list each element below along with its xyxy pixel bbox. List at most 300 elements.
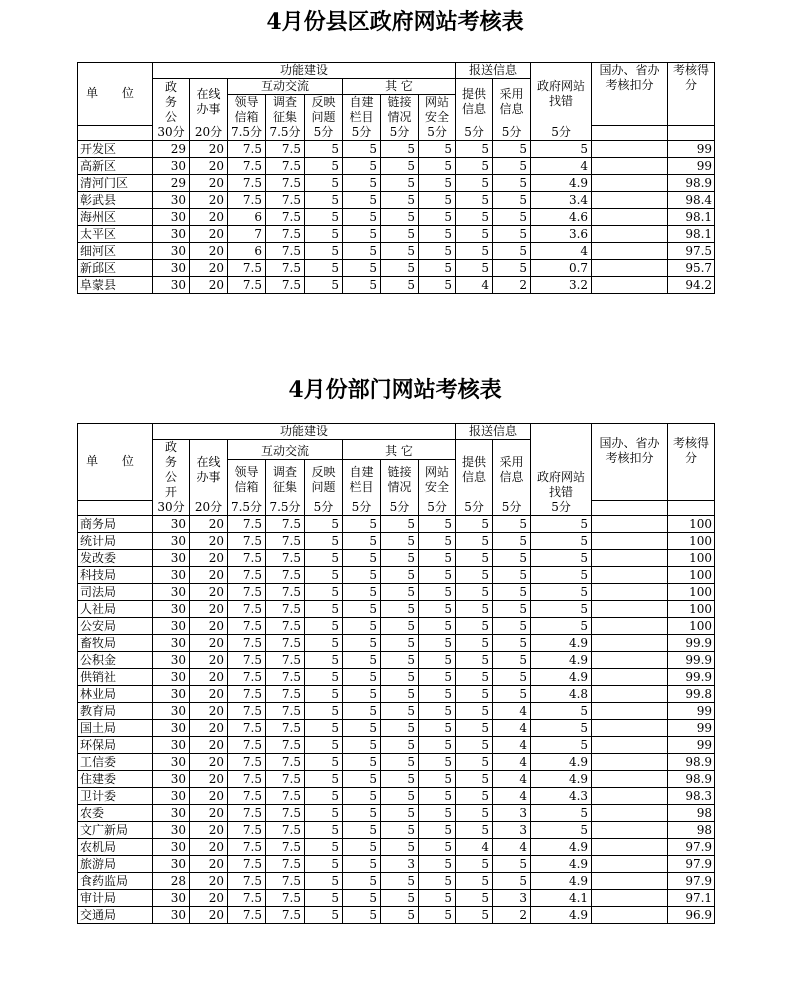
cell-ljqk: 5: [381, 669, 419, 686]
cell-ldxx: 7.5: [228, 141, 266, 158]
cell-tgxx: 5: [456, 584, 493, 601]
cell-zjlm: 5: [343, 601, 381, 618]
cell-gb: [592, 907, 668, 924]
county-table-title: 4月份县区政府网站考核表: [266, 9, 524, 35]
header-cyxx: 采用信息: [493, 440, 531, 501]
cell-ldxx: 7.5: [228, 805, 266, 822]
cell-score: 98.1: [668, 226, 715, 243]
cell-zxbs: 20: [190, 226, 228, 243]
cell-zxbs: 20: [190, 516, 228, 533]
cell-wzaq: 5: [419, 567, 456, 584]
cell-ldxx: 7.5: [228, 873, 266, 890]
cell-ljqk: 5: [381, 209, 419, 226]
cell-wzaq: 5: [419, 754, 456, 771]
cell-zc: 4.9: [531, 652, 592, 669]
header-fywt: 反映问题: [305, 460, 343, 501]
cell-gb: [592, 516, 668, 533]
cell-fywt: 5: [305, 873, 343, 890]
cell-zxbs: 20: [190, 584, 228, 601]
cell-wzaq: 5: [419, 737, 456, 754]
cell-ldxx: 7.5: [228, 686, 266, 703]
cell-tgxx: 5: [456, 158, 493, 175]
cell-wzaq: 5: [419, 703, 456, 720]
cell-gb: [592, 260, 668, 277]
cell-zc: 5: [531, 533, 592, 550]
cell-zjlm: 5: [343, 771, 381, 788]
cell-tgxx: 5: [456, 141, 493, 158]
cell-tgxx: 5: [456, 516, 493, 533]
cell-zwgk: 30: [153, 567, 190, 584]
cell-wzaq: 5: [419, 771, 456, 788]
pts-tgxx: 5分: [456, 500, 493, 516]
cell-zwgk: 30: [153, 720, 190, 737]
cell-tgxx: 5: [456, 754, 493, 771]
cell-zwgk: 30: [153, 856, 190, 873]
cell-score: 97.9: [668, 839, 715, 856]
cell-name: 农机局: [78, 839, 153, 856]
cell-ljqk: 5: [381, 567, 419, 584]
cell-cyxx: 4: [493, 703, 531, 720]
cell-cyxx: 5: [493, 226, 531, 243]
cell-tgxx: 5: [456, 856, 493, 873]
cell-zjlm: 5: [343, 805, 381, 822]
pts-zc: 5分: [531, 125, 592, 141]
cell-dczj: 7.5: [266, 192, 305, 209]
pts-cyxx: 5分: [493, 500, 531, 516]
cell-ldxx: 7.5: [228, 550, 266, 567]
header-zjlm: 自建栏目: [343, 460, 381, 501]
cell-wzaq: 5: [419, 669, 456, 686]
cell-fywt: 5: [305, 839, 343, 856]
cell-zc: 4: [531, 243, 592, 260]
cell-fywt: 5: [305, 141, 343, 158]
cell-zxbs: 20: [190, 771, 228, 788]
cell-gb: [592, 226, 668, 243]
cell-tgxx: 4: [456, 277, 493, 294]
cell-wzaq: 5: [419, 652, 456, 669]
header-zxbs: 在线办事: [190, 79, 228, 126]
cell-fywt: 5: [305, 788, 343, 805]
cell-zwgk: 28: [153, 873, 190, 890]
cell-ljqk: 5: [381, 805, 419, 822]
cell-zxbs: 20: [190, 533, 228, 550]
cell-zwgk: 30: [153, 226, 190, 243]
cell-score: 98.3: [668, 788, 715, 805]
cell-score: 99: [668, 737, 715, 754]
cell-zxbs: 20: [190, 788, 228, 805]
cell-cyxx: 5: [493, 669, 531, 686]
cell-zxbs: 20: [190, 601, 228, 618]
cell-ldxx: 7.5: [228, 158, 266, 175]
cell-name: 文广新局: [78, 822, 153, 839]
cell-name: 食药监局: [78, 873, 153, 890]
cell-cyxx: 5: [493, 601, 531, 618]
cell-wzaq: 5: [419, 601, 456, 618]
pts-gb: [592, 500, 668, 516]
cell-score: 94.2: [668, 277, 715, 294]
header-khdf: 考核得分: [668, 424, 715, 501]
cell-cyxx: 5: [493, 686, 531, 703]
cell-score: 99: [668, 141, 715, 158]
cell-ldxx: 7.5: [228, 567, 266, 584]
cell-zjlm: 5: [343, 141, 381, 158]
header-zwgk: [153, 440, 190, 501]
cell-ljqk: 5: [381, 737, 419, 754]
cell-zc: 0.7: [531, 260, 592, 277]
header-gbkh: 国办、省办考核扣分: [592, 424, 668, 501]
cell-zjlm: 5: [343, 754, 381, 771]
cell-dczj: 7.5: [266, 584, 305, 601]
cell-fywt: 5: [305, 771, 343, 788]
pts-zxbs: 20分: [190, 125, 228, 141]
cell-cyxx: 5: [493, 141, 531, 158]
cell-ldxx: 7.5: [228, 652, 266, 669]
cell-zwgk: 29: [153, 141, 190, 158]
cell-zc: 4.9: [531, 771, 592, 788]
cell-dczj: 7.5: [266, 839, 305, 856]
cell-score: 98.9: [668, 771, 715, 788]
cell-ljqk: 5: [381, 822, 419, 839]
cell-name: 新邱区: [78, 260, 153, 277]
cell-zc: 5: [531, 567, 592, 584]
cell-ljqk: 5: [381, 243, 419, 260]
header-wzaq: 网站安全: [419, 95, 456, 126]
pts-ldxx: 7.5分: [228, 500, 266, 516]
cell-wzaq: 5: [419, 158, 456, 175]
cell-tgxx: 5: [456, 890, 493, 907]
header-zjlm: 自建栏目: [343, 95, 381, 126]
header-fywt: 反映问题: [305, 95, 343, 126]
cell-zwgk: 30: [153, 805, 190, 822]
cell-name: 林业局: [78, 686, 153, 703]
table-row: [78, 754, 715, 771]
cell-zwgk: 30: [153, 635, 190, 652]
cell-gb: [592, 873, 668, 890]
cell-ljqk: 5: [381, 686, 419, 703]
cell-score: 99.9: [668, 669, 715, 686]
cell-name: 审计局: [78, 890, 153, 907]
cell-zxbs: 20: [190, 839, 228, 856]
cell-name: 太平区: [78, 226, 153, 243]
cell-name: 国土局: [78, 720, 153, 737]
cell-fywt: 5: [305, 669, 343, 686]
cell-wzaq: 5: [419, 584, 456, 601]
cell-zxbs: 20: [190, 873, 228, 890]
cell-fywt: 5: [305, 805, 343, 822]
cell-zjlm: 5: [343, 192, 381, 209]
cell-gb: [592, 686, 668, 703]
cell-gb: [592, 158, 668, 175]
cell-fywt: 5: [305, 243, 343, 260]
cell-gb: [592, 890, 668, 907]
cell-name: 旅游局: [78, 856, 153, 873]
pts-dczj: 7.5分: [266, 500, 305, 516]
cell-zjlm: 5: [343, 839, 381, 856]
cell-score: 97.5: [668, 243, 715, 260]
table-row: [78, 175, 715, 192]
header-dczj: 调查征集: [266, 460, 305, 501]
cell-ldxx: 7.5: [228, 533, 266, 550]
cell-wzaq: 5: [419, 277, 456, 294]
cell-score: 99.8: [668, 686, 715, 703]
cell-ljqk: 5: [381, 788, 419, 805]
cell-ldxx: 7.5: [228, 192, 266, 209]
cell-zwgk: 30: [153, 703, 190, 720]
cell-dczj: 7.5: [266, 890, 305, 907]
cell-score: 100: [668, 550, 715, 567]
cell-fywt: 5: [305, 737, 343, 754]
cell-fywt: 5: [305, 550, 343, 567]
cell-ljqk: 5: [381, 158, 419, 175]
cell-zxbs: 20: [190, 260, 228, 277]
cell-dczj: 7.5: [266, 703, 305, 720]
table-row: [78, 635, 715, 652]
header-zwgk: [153, 79, 190, 126]
cell-ldxx: 7.5: [228, 771, 266, 788]
cell-tgxx: 5: [456, 635, 493, 652]
cell-ldxx: 7.5: [228, 856, 266, 873]
table-row: [78, 822, 715, 839]
cell-gb: [592, 584, 668, 601]
cell-name: 发改委: [78, 550, 153, 567]
cell-cyxx: 5: [493, 618, 531, 635]
cell-zjlm: 5: [343, 618, 381, 635]
cell-fywt: 5: [305, 260, 343, 277]
cell-cyxx: 5: [493, 260, 531, 277]
cell-ldxx: 7.5: [228, 584, 266, 601]
header-hdjl: 互动交流: [228, 440, 343, 460]
header-zwgk-text: 政务公: [164, 79, 177, 124]
cell-fywt: 5: [305, 567, 343, 584]
cell-zwgk: 30: [153, 533, 190, 550]
pts-wzaq: 5分: [419, 125, 456, 141]
cell-dczj: 7.5: [266, 805, 305, 822]
cell-cyxx: 5: [493, 873, 531, 890]
table-row: [78, 516, 715, 533]
cell-zxbs: 20: [190, 754, 228, 771]
cell-score: 100: [668, 567, 715, 584]
cell-tgxx: 5: [456, 788, 493, 805]
cell-dczj: 7.5: [266, 277, 305, 294]
cell-zwgk: 30: [153, 601, 190, 618]
cell-dczj: 7.5: [266, 873, 305, 890]
cell-fywt: 5: [305, 652, 343, 669]
cell-score: 99: [668, 703, 715, 720]
cell-score: 99.9: [668, 635, 715, 652]
cell-gb: [592, 243, 668, 260]
dept-table-title: 4月份部门网站考核表: [288, 377, 502, 403]
cell-ldxx: 7.5: [228, 277, 266, 294]
cell-ljqk: 3: [381, 856, 419, 873]
cell-zxbs: 20: [190, 618, 228, 635]
cell-wzaq: 5: [419, 260, 456, 277]
cell-zxbs: 20: [190, 192, 228, 209]
cell-zjlm: 5: [343, 788, 381, 805]
table-row: [78, 601, 715, 618]
cell-ldxx: 7: [228, 226, 266, 243]
cell-zc: 5: [531, 618, 592, 635]
cell-tgxx: 5: [456, 209, 493, 226]
cell-ldxx: 7.5: [228, 839, 266, 856]
table-row: [78, 277, 715, 294]
cell-zxbs: 20: [190, 737, 228, 754]
header-zxbs: 在线办事: [190, 440, 228, 501]
cell-zc: 3.2: [531, 277, 592, 294]
cell-wzaq: 5: [419, 635, 456, 652]
cell-zc: 4.1: [531, 890, 592, 907]
dept-score-table: [77, 423, 715, 924]
cell-gb: [592, 209, 668, 226]
header-tgxx: 提供信息: [456, 440, 493, 501]
cell-wzaq: 5: [419, 907, 456, 924]
header-dczj: 调查征集: [266, 95, 305, 126]
cell-dczj: 7.5: [266, 737, 305, 754]
cell-score: 95.7: [668, 260, 715, 277]
cell-zjlm: 5: [343, 686, 381, 703]
cell-tgxx: 5: [456, 618, 493, 635]
cell-tgxx: 5: [456, 873, 493, 890]
cell-ldxx: 7.5: [228, 175, 266, 192]
cell-ljqk: 5: [381, 550, 419, 567]
pts-ljqk: 5分: [381, 125, 419, 141]
header-cyxx: 采用信息: [493, 79, 531, 126]
cell-dczj: 7.5: [266, 720, 305, 737]
cell-wzaq: 5: [419, 175, 456, 192]
cell-wzaq: 5: [419, 141, 456, 158]
cell-zjlm: 5: [343, 243, 381, 260]
cell-ljqk: 5: [381, 839, 419, 856]
cell-tgxx: 5: [456, 805, 493, 822]
cell-zwgk: 30: [153, 788, 190, 805]
cell-wzaq: 5: [419, 788, 456, 805]
cell-name: 交通局: [78, 907, 153, 924]
cell-zc: 4.8: [531, 686, 592, 703]
cell-tgxx: 5: [456, 737, 493, 754]
header-zfwzzc: 政府网站找错: [531, 63, 592, 126]
cell-zjlm: 5: [343, 158, 381, 175]
cell-dczj: 7.5: [266, 550, 305, 567]
table-row: [78, 567, 715, 584]
cell-zjlm: 5: [343, 209, 381, 226]
cell-name: 司法局: [78, 584, 153, 601]
cell-zwgk: 30: [153, 277, 190, 294]
cell-cyxx: 3: [493, 890, 531, 907]
header-function-group: 功能建设: [153, 424, 456, 440]
pts-zjlm: 5分: [343, 125, 381, 141]
cell-fywt: 5: [305, 754, 343, 771]
cell-name: 农委: [78, 805, 153, 822]
cell-ldxx: 7.5: [228, 618, 266, 635]
cell-zxbs: 20: [190, 141, 228, 158]
header-khdf: 考核得分: [668, 63, 715, 126]
cell-fywt: 5: [305, 192, 343, 209]
cell-zc: 4.6: [531, 209, 592, 226]
cell-dczj: 7.5: [266, 567, 305, 584]
cell-cyxx: 5: [493, 533, 531, 550]
cell-zwgk: 30: [153, 516, 190, 533]
cell-dczj: 7.5: [266, 771, 305, 788]
cell-zwgk: 30: [153, 209, 190, 226]
cell-wzaq: 5: [419, 618, 456, 635]
cell-zxbs: 20: [190, 890, 228, 907]
cell-cyxx: 4: [493, 839, 531, 856]
cell-zwgk: 30: [153, 652, 190, 669]
cell-gb: [592, 141, 668, 158]
county-table-body: [78, 141, 715, 294]
pts-score: [668, 500, 715, 516]
cell-zjlm: 5: [343, 584, 381, 601]
cell-ldxx: 7.5: [228, 703, 266, 720]
cell-ljqk: 5: [381, 601, 419, 618]
cell-ljqk: 5: [381, 703, 419, 720]
cell-fywt: 5: [305, 226, 343, 243]
header-hdjl: 互动交流: [228, 79, 343, 95]
cell-fywt: 5: [305, 635, 343, 652]
cell-ldxx: 6: [228, 243, 266, 260]
cell-zwgk: 30: [153, 192, 190, 209]
cell-cyxx: 5: [493, 243, 531, 260]
cell-dczj: 7.5: [266, 754, 305, 771]
cell-zwgk: 30: [153, 550, 190, 567]
cell-gb: [592, 720, 668, 737]
cell-tgxx: 5: [456, 550, 493, 567]
cell-name: 供销社: [78, 669, 153, 686]
cell-tgxx: 5: [456, 175, 493, 192]
cell-dczj: 7.5: [266, 856, 305, 873]
cell-fywt: 5: [305, 209, 343, 226]
header-ldxx: 领导信箱: [228, 95, 266, 126]
cell-name: 细河区: [78, 243, 153, 260]
cell-fywt: 5: [305, 516, 343, 533]
header-wzaq: 网站安全: [419, 460, 456, 501]
cell-zwgk: 30: [153, 669, 190, 686]
cell-fywt: 5: [305, 277, 343, 294]
cell-wzaq: 5: [419, 516, 456, 533]
cell-tgxx: 5: [456, 226, 493, 243]
table-row: [78, 260, 715, 277]
cell-score: 100: [668, 618, 715, 635]
cell-zjlm: 5: [343, 550, 381, 567]
pts-tgxx: 5分: [456, 125, 493, 141]
cell-zxbs: 20: [190, 669, 228, 686]
cell-fywt: 5: [305, 686, 343, 703]
cell-gb: [592, 771, 668, 788]
cell-tgxx: 5: [456, 822, 493, 839]
cell-wzaq: 5: [419, 839, 456, 856]
pts-cyxx: 5分: [493, 125, 531, 141]
cell-zwgk: 30: [153, 754, 190, 771]
cell-score: 100: [668, 516, 715, 533]
county-score-table: [77, 62, 715, 294]
cell-dczj: 7.5: [266, 209, 305, 226]
cell-fywt: 5: [305, 584, 343, 601]
cell-name: 阜蒙县: [78, 277, 153, 294]
cell-gb: [592, 805, 668, 822]
cell-wzaq: 5: [419, 856, 456, 873]
cell-tgxx: 4: [456, 839, 493, 856]
cell-cyxx: 5: [493, 652, 531, 669]
cell-name: 清河门区: [78, 175, 153, 192]
table-row: [78, 141, 715, 158]
cell-dczj: 7.5: [266, 618, 305, 635]
cell-zjlm: 5: [343, 703, 381, 720]
cell-tgxx: 5: [456, 686, 493, 703]
cell-score: 99: [668, 720, 715, 737]
cell-ldxx: 7.5: [228, 635, 266, 652]
cell-dczj: 7.5: [266, 141, 305, 158]
header-pts: [78, 125, 153, 141]
cell-zjlm: 5: [343, 226, 381, 243]
